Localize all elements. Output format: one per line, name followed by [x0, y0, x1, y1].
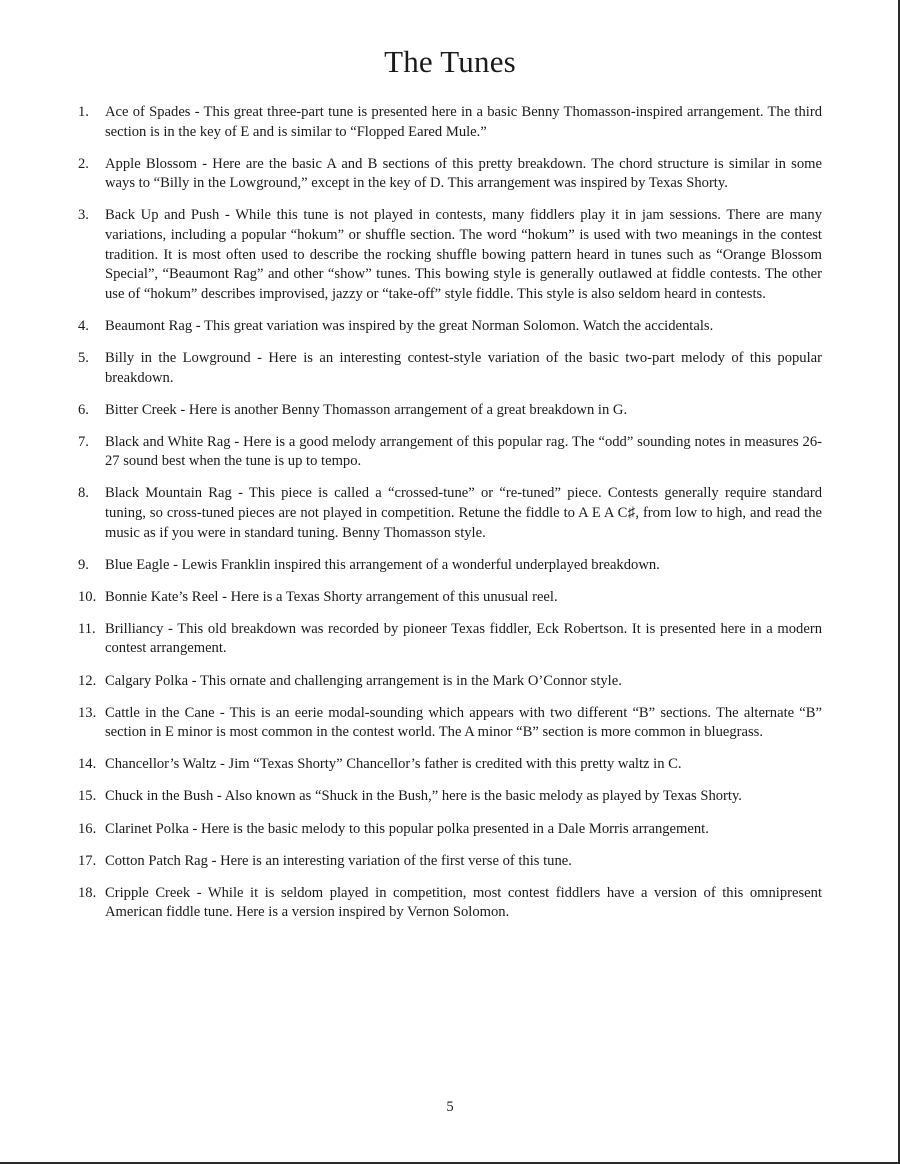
tune-list — [78, 103, 822, 935]
item-number: 6. — [78, 401, 89, 418]
item-text: Brilliancy - This old breakdown was recorded by pioneer Texas fiddler, Eck Robertson. It is presented here in a modern contest arrangement. — [105, 620, 822, 657]
item-text: Back Up and Push - While this tune is not played in contests, many fiddlers play it in jam sessions. There are many variations, including a popular “hokum” or shuffle section. The word “hokum” is used with two meanings in the contest tradition. It is most often used to describe the rocking shuffle bowing pattern heard in tunes such as “Orange Blossom Special”, “Beaumont Rag” and other “show” tunes. This bowing style is generally outlawed at fiddle contests. The other use of “hokum” describes improvised, jazzy or “take-off” style fiddle. This style is also seldom heard in contests. — [105, 207, 822, 302]
item-text: Billy in the Lowground - Here is an interesting contest-style variation of the basic two-part melody of this popular breakdown. — [105, 349, 822, 386]
item-text: Chuck in the Bush - Also known as “Shuck in the Bush,” here is the basic melody as played by Texas Shorty. — [105, 788, 742, 805]
list-item — [78, 155, 822, 194]
item-number: 18. — [78, 884, 97, 901]
item-text: Clarinet Polka - Here is the basic melody to this popular polka presented in a Dale Morris arrangement. — [105, 820, 709, 837]
item-number: 17. — [78, 852, 97, 869]
item-text: Apple Blossom - Here are the basic A and B sections of this pretty breakdown. The chord structure is similar in some ways to “Billy in the Lowground,” except in the key of D. This arrangement was inspired by Texas Shorty. — [105, 155, 822, 192]
page-title: The Tunes — [384, 44, 516, 79]
list-item — [78, 820, 822, 840]
list-item — [78, 206, 822, 304]
item-number: 10. — [78, 588, 97, 605]
item-number: 14. — [78, 756, 97, 773]
list-item — [78, 704, 822, 743]
page-number: 5 — [446, 1099, 454, 1115]
list-item — [78, 884, 822, 923]
item-number: 1. — [78, 104, 89, 120]
item-number: 9. — [78, 556, 89, 573]
item-text: Ace of Spades - This great three-part tune is presented here in a basic Benny Thomasson-inspired arrangement. The third section is in the key of E and is similar to “Flopped Eared Mule.” — [105, 104, 822, 140]
item-text: Black Mountain Rag - This piece is called a “crossed-tune” or “re-tuned” piece. Contests generally require standard tuning, so cross-tuned pieces are not played in competition. Retune the fiddle to A E A C♯, from low to high, and read the music as if you were in standard tuning. Benny Thomasson style. — [105, 485, 822, 541]
list-item — [78, 588, 822, 608]
list-item — [78, 317, 822, 337]
item-number: 3. — [78, 207, 89, 224]
list-item — [78, 484, 822, 543]
item-number: 7. — [78, 433, 89, 450]
item-number: 4. — [78, 317, 89, 334]
item-text: Cattle in the Cane - This is an eerie modal-sounding which appears with two different “B” sections. The alternate “B” section in E minor is most common in the contest world. The A minor “B” section is more common in bluegrass. — [105, 704, 822, 741]
item-text: Blue Eagle - Lewis Franklin inspired this arrangement of a wonderful underplayed breakdown. — [105, 556, 660, 573]
item-number: 11. — [78, 620, 96, 637]
item-text: Bonnie Kate’s Reel - Here is a Texas Shorty arrangement of this unusual reel. — [105, 588, 558, 605]
list-item — [78, 349, 822, 388]
item-text: Chancellor’s Waltz - Jim “Texas Shorty” Chancellor’s father is credited with this pretty waltz in C. — [105, 756, 682, 773]
item-number: 2. — [78, 155, 89, 172]
item-number: 15. — [78, 788, 97, 805]
item-number: 5. — [78, 349, 89, 366]
list-item — [78, 103, 822, 142]
item-number: 8. — [78, 485, 89, 502]
list-item — [78, 401, 822, 421]
item-text: Calgary Polka - This ornate and challenging arrangement is in the Mark O’Connor style. — [105, 672, 622, 689]
list-item — [78, 433, 822, 472]
item-text: Beaumont Rag - This great variation was inspired by the great Norman Solomon. Watch the accidentals. — [105, 317, 714, 334]
list-item — [78, 620, 822, 659]
list-item — [78, 755, 822, 775]
item-text: Cripple Creek - While it is seldom played in competition, most contest fiddlers have a version of this omnipresent American fiddle tune. Here is a version inspired by Vernon Solomon. — [105, 884, 822, 921]
list-item — [78, 787, 822, 807]
list-item — [78, 672, 822, 692]
item-number: 13. — [78, 704, 97, 721]
item-text: Black and White Rag - Here is a good melody arrangement of this popular rag. The “odd” sounding notes in measures 26-27 sound best when the tune is up to tempo. — [105, 433, 822, 470]
list-item — [78, 852, 822, 872]
item-text: Cotton Patch Rag - Here is an interesting variation of the first verse of this tune. — [105, 852, 572, 869]
list-item — [78, 556, 822, 576]
item-number: 12. — [78, 672, 97, 689]
item-text: Bitter Creek - Here is another Benny Thomasson arrangement of a great breakdown in G. — [105, 401, 628, 418]
item-number: 16. — [78, 820, 97, 837]
